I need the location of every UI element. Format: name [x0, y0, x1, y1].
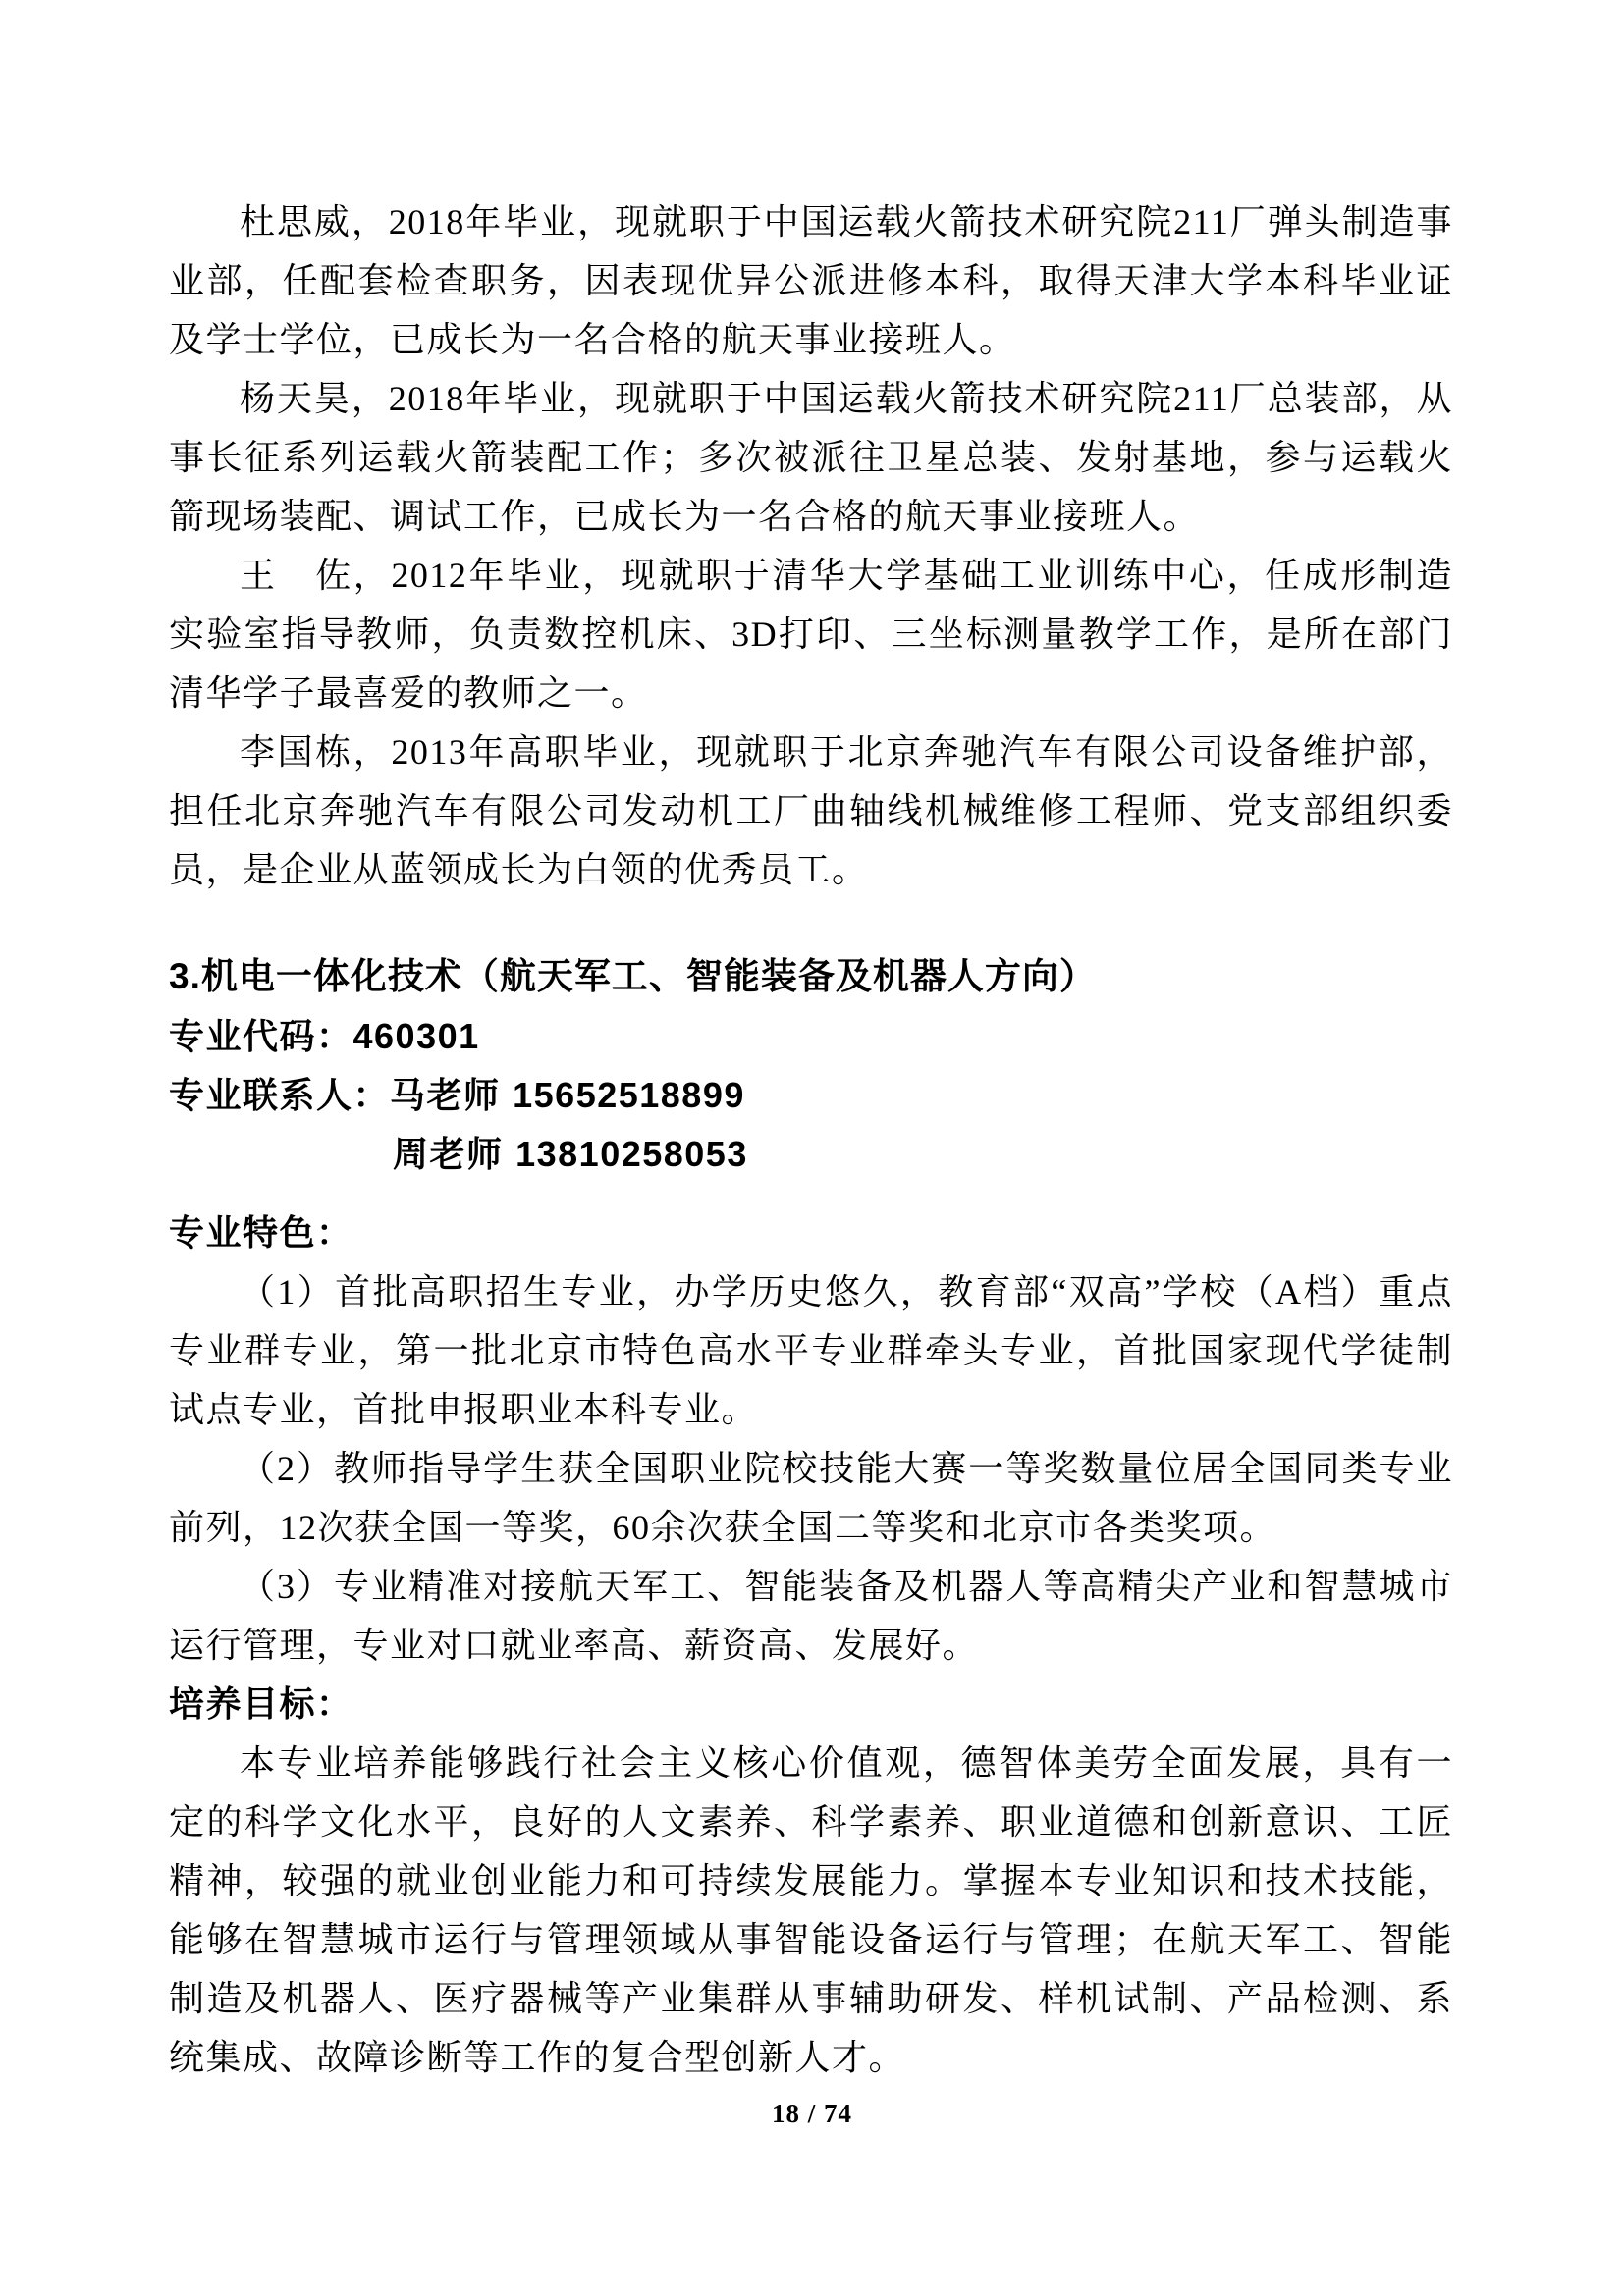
- program-code-value: 460301: [352, 1016, 480, 1056]
- goal-paragraph: 本专业培养能够践行社会主义核心价值观，德智体美劳全面发展，具有一定的科学文化水平，良好的人文素养、科学素养、职业道德和创新意识、工匠精神，较强的就业创业能力和可持续发展能力。掌握本专业知识和技术技能，能够在智慧城市运行与管理领域从事智能设备运行与管理；在航天军工、智能制造及机器人、医疗器械等产业集群从事辅助研发、样机试制、产品检测、系统集成、故障诊断等工作的复合型创新人才。: [169, 1743, 1453, 2077]
- feature-item-3: （3）专业精准对接航天军工、智能装备及机器人等高精尖产业和智慧城市运行管理，专业对口就业率高、薪资高、发展好。: [169, 1567, 1453, 1665]
- program-code-label: 专业代码：: [169, 1016, 353, 1056]
- alumni-paragraph-wangzuo: 王 佐，2012年毕业，现就职于清华大学基础工业训练中心，任成形制造实验室指导教师，负责数控机床、3D打印、三坐标测量教学工作，是所在部门清华学子最喜爱的教师之一。: [169, 556, 1453, 713]
- contact-name-ma: 马老师: [390, 1075, 501, 1115]
- contact-phone-ma: 15652518899: [513, 1075, 745, 1115]
- page-content: [169, 192, 1453, 2087]
- alumni-paragraph-dusiwei: 杜思威，2018年毕业，现就职于中国运载火箭技术研究院211厂弹头制造事业部，任配套检查职务，因表现优异公派进修本科，取得天津大学本科毕业证及学士学位，已成长为一名合格的航天事业接班人。: [169, 202, 1453, 359]
- page-footer: [0, 2099, 1624, 2129]
- contact-name-zhou: 周老师: [393, 1134, 504, 1174]
- feature-item-1: （1）首批高职招生专业，办学历史悠久，教育部“双高”学校（A档）重点专业群专业，第一批北京市特色高水平专业群牵头专业，首批国家现代学徒制试点专业，首批申报职业本科专业。: [169, 1272, 1453, 1429]
- contact-phone-zhou: 13810258053: [515, 1134, 748, 1174]
- program-code-line: [169, 1007, 1453, 1066]
- features-label: 专业特色：: [169, 1212, 353, 1253]
- alumni-paragraph-liguodong: 李国栋，2013年高职毕业，现就职于北京奔驰汽车有限公司设备维护部，担任北京奔驰汽车有限公司发动机工厂曲轴线机械维修工程师、党支部组织委员，是企业从蓝领成长为白领的优秀员工。: [169, 732, 1453, 889]
- feature-item-2: （2）教师指导学生获全国职业院校技能大赛一等奖数量位居全国同类专业前列，12次获全国一等奖，60余次获全国二等奖和北京市各类奖项。: [169, 1449, 1453, 1547]
- program-contact-line-1: [169, 1066, 1453, 1125]
- goal-label: 培养目标：: [169, 1683, 353, 1724]
- page-number: 18 / 74: [771, 2099, 852, 2128]
- program-contact-line-2: [169, 1125, 1453, 1184]
- alumni-paragraph-yangtianhao: 杨天昊，2018年毕业，现就职于中国运载火箭技术研究院211厂总装部，从事长征系列运载火箭装配工作；多次被派往卫星总装、发射基地，参与运载火箭现场装配、调试工作，已成长为一名合格的航天事业接班人。: [169, 379, 1453, 536]
- program-section-heading: 3.机电一体化技术（航天军工、智能装备及机器人方向）: [169, 956, 1097, 996]
- program-contact-label: 专业联系人：: [169, 1075, 391, 1115]
